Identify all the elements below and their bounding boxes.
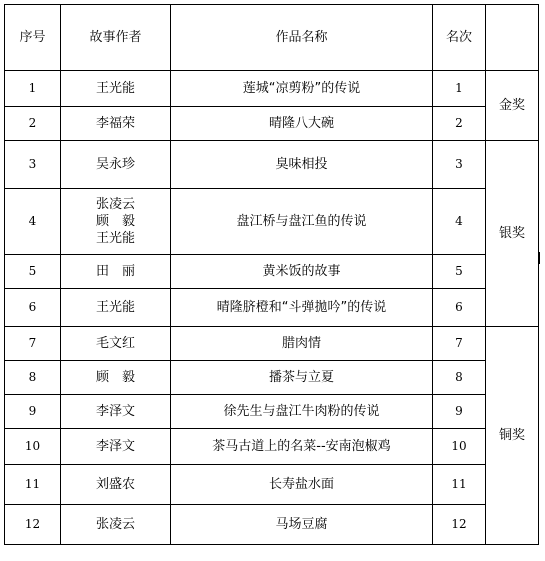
author-line: 顾 毅 — [95, 214, 135, 229]
table-row — [5, 429, 539, 465]
row-index: 3 — [5, 141, 61, 189]
header-rank: 名次 — [433, 5, 486, 71]
row-index: 11 — [5, 465, 61, 505]
row-index: 8 — [5, 361, 61, 395]
row-author: 顾 毅 — [61, 361, 171, 395]
table-row — [5, 141, 539, 189]
header-row — [5, 5, 539, 71]
row-author: 王光能 — [61, 71, 171, 107]
row-index: 12 — [5, 505, 61, 545]
row-rank: 2 — [433, 107, 486, 141]
row-rank: 9 — [433, 395, 486, 429]
table-row — [5, 189, 539, 255]
author-line: 王光能 — [95, 231, 135, 246]
row-author: 王光能 — [61, 289, 171, 327]
header-title: 作品名称 — [171, 5, 433, 71]
row-index: 6 — [5, 289, 61, 327]
table-row — [5, 71, 539, 107]
row-index: 10 — [5, 429, 61, 465]
row-title: 晴隆八大碗 — [171, 107, 433, 141]
row-title: 马场豆腐 — [171, 505, 433, 545]
row-title: 腊肉情 — [171, 327, 433, 361]
row-author: 吴永珍 — [61, 141, 171, 189]
row-rank: 1 — [433, 71, 486, 107]
author-line: 张凌云 — [95, 197, 135, 212]
table-row — [5, 505, 539, 545]
table-row — [5, 395, 539, 429]
row-author: 毛文红 — [61, 327, 171, 361]
row-index: 7 — [5, 327, 61, 361]
row-author: 张凌云 — [61, 505, 171, 545]
row-rank: 3 — [433, 141, 486, 189]
award-gold: 金奖 — [486, 71, 539, 141]
row-rank: 7 — [433, 327, 486, 361]
row-title: 长寿盐水面 — [171, 465, 433, 505]
table-row — [5, 465, 539, 505]
row-rank: 12 — [433, 505, 486, 545]
row-rank: 11 — [433, 465, 486, 505]
row-author: 刘盛农 — [61, 465, 171, 505]
award-silver: 银奖 — [486, 141, 539, 327]
row-author-multi — [61, 189, 171, 255]
awards-table — [4, 4, 539, 545]
header-author: 故事作者 — [61, 5, 171, 71]
row-rank: 5 — [433, 255, 486, 289]
row-rank: 6 — [433, 289, 486, 327]
row-author: 李泽文 — [61, 395, 171, 429]
row-index: 9 — [5, 395, 61, 429]
row-rank: 10 — [433, 429, 486, 465]
row-title: 茶马古道上的名菜--安南泡椒鸡 — [171, 429, 433, 465]
award-bronze: 铜奖 — [486, 327, 539, 545]
row-index: 4 — [5, 189, 61, 255]
row-title: 播茶与立夏 — [171, 361, 433, 395]
row-title: 晴隆脐橙和“斗弹拋吟”的传说 — [171, 289, 433, 327]
row-index: 1 — [5, 71, 61, 107]
row-title: 黄米饭的故事 — [171, 255, 433, 289]
header-index: 序号 — [5, 5, 61, 71]
row-title: 盘江桥与盘江鱼的传说 — [171, 189, 433, 255]
table-row — [5, 327, 539, 361]
table-row — [5, 289, 539, 327]
row-author: 李福荣 — [61, 107, 171, 141]
row-rank: 4 — [433, 189, 486, 255]
row-title: 徐先生与盘江牛肉粉的传说 — [171, 395, 433, 429]
page-edge-marker — [538, 252, 540, 264]
table-row — [5, 107, 539, 141]
row-index: 5 — [5, 255, 61, 289]
row-index: 2 — [5, 107, 61, 141]
table-row — [5, 255, 539, 289]
row-author: 李泽文 — [61, 429, 171, 465]
row-title: 臭味相投 — [171, 141, 433, 189]
header-award — [486, 5, 539, 71]
row-author: 田 丽 — [61, 255, 171, 289]
row-rank: 8 — [433, 361, 486, 395]
table-row — [5, 361, 539, 395]
row-title: 莲城“凉剪粉”的传说 — [171, 71, 433, 107]
